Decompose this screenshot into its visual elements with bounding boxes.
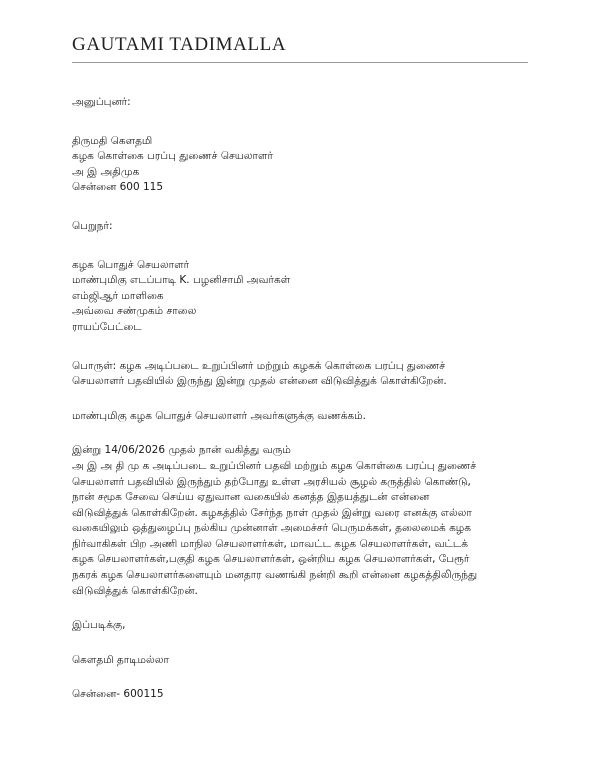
body-line: நகரக் கழக செயலாளர்களையும் மனதார வணங்கி நன்றி கூறி என்னை கழகத்திலிருந்து: [72, 569, 478, 582]
recipient-block: [72, 219, 542, 336]
sender-heading: அனுப்புனர்:: [72, 96, 131, 108]
body-line: விடுவித்துக் கொள்கிறேன்.: [72, 584, 198, 597]
sender-line: கழக கொள்கை பரப்பு துணைச் செயலாளர்: [72, 150, 273, 163]
sender-line: அ இ அதிமுக: [72, 165, 140, 178]
body-line: கழக செயலாளர்கள்,பகுதி கழக செயலாளர்கள், ஒன்றிய கழக செயலாளர்கள், பேரூர்: [72, 553, 470, 566]
body-line: இன்று 14/06/2026 முதல் நான் வகித்து வரும்: [72, 444, 291, 457]
recipient-line: எம்ஜிஆர் மாளிகை: [72, 289, 164, 302]
closing: இப்படிக்கு,: [72, 619, 126, 632]
letterhead-divider: [72, 62, 528, 63]
body-line: நிர்வாகிகள் பிற அணி மாநில செயலாளர்கள், மாவட்ட கழக செயலாளர்கள், வட்டக்: [72, 537, 468, 550]
body-line: நான் சமூக சேவை செய்ய ஏதுவான வகையில் கனத்த இதயத்துடன் என்னை: [72, 491, 430, 504]
sender-line: திருமதி கௌதமி: [72, 134, 153, 147]
recipient-line: அவ்வை சண்முகம் சாலை: [72, 305, 197, 318]
recipient-heading: பெறுநர்:: [72, 219, 113, 232]
recipient-line: மாண்புமிகு எடப்பாடி K. பழனிசாமி அவர்கள்: [72, 274, 291, 287]
recipient-line: கழக பொதுச் செயலாளர்: [72, 258, 190, 271]
place-line: சென்னை- 600115: [72, 688, 164, 701]
body-line: அ இ அ தி மு க அடிப்படை உறுப்பினர் பதவி மற்றும் கழக கொள்கை பரப்பு துணைச்: [72, 459, 477, 472]
sender-line: சென்னை 600 115: [72, 181, 164, 194]
letter-body: [72, 95, 542, 703]
body-line: வகையிலும் ஒத்துழைப்பு நல்கிய முன்னாள் அமைச்சர் பெருமக்கள், தலைமைக் கழக: [72, 522, 471, 535]
body-line: செயலாளர் பதவியில் இருந்தும் தற்போது உள்ள அரசியல் சூழல் கருத்தில் கொண்டு,: [72, 475, 471, 488]
subject-block: [72, 359, 542, 390]
signature-name: கௌதமி தாடிமல்லா: [72, 653, 169, 666]
subject-line: பொருள்: கழக அடிப்படை உறுப்பினர் மற்றும் கழகக் கொள்கை பரப்பு துணைச்: [72, 359, 446, 372]
recipient-line: ராயப்பேட்டை: [72, 320, 142, 333]
body-line: விடுவித்துக் கொள்கிறேன். கழகத்தில் சேர்ந்த நாள் முதல் இன்று வரை எனக்கு எல்லா: [72, 506, 472, 519]
subject-line: செயலாளர் பதவியில் இருந்து இன்று முதல் என்னை விடுவித்துக் கொள்கிறேன்.: [72, 375, 447, 388]
sender-block: [72, 95, 542, 196]
salutation: மாண்புமிகு கழக பொதுச் செயலாளர் அவர்களுக்கு வணக்கம்.: [72, 409, 366, 422]
body-paragraph: [72, 443, 542, 599]
letterhead-name: GAUTAMI TADIMALLA: [72, 34, 287, 55]
